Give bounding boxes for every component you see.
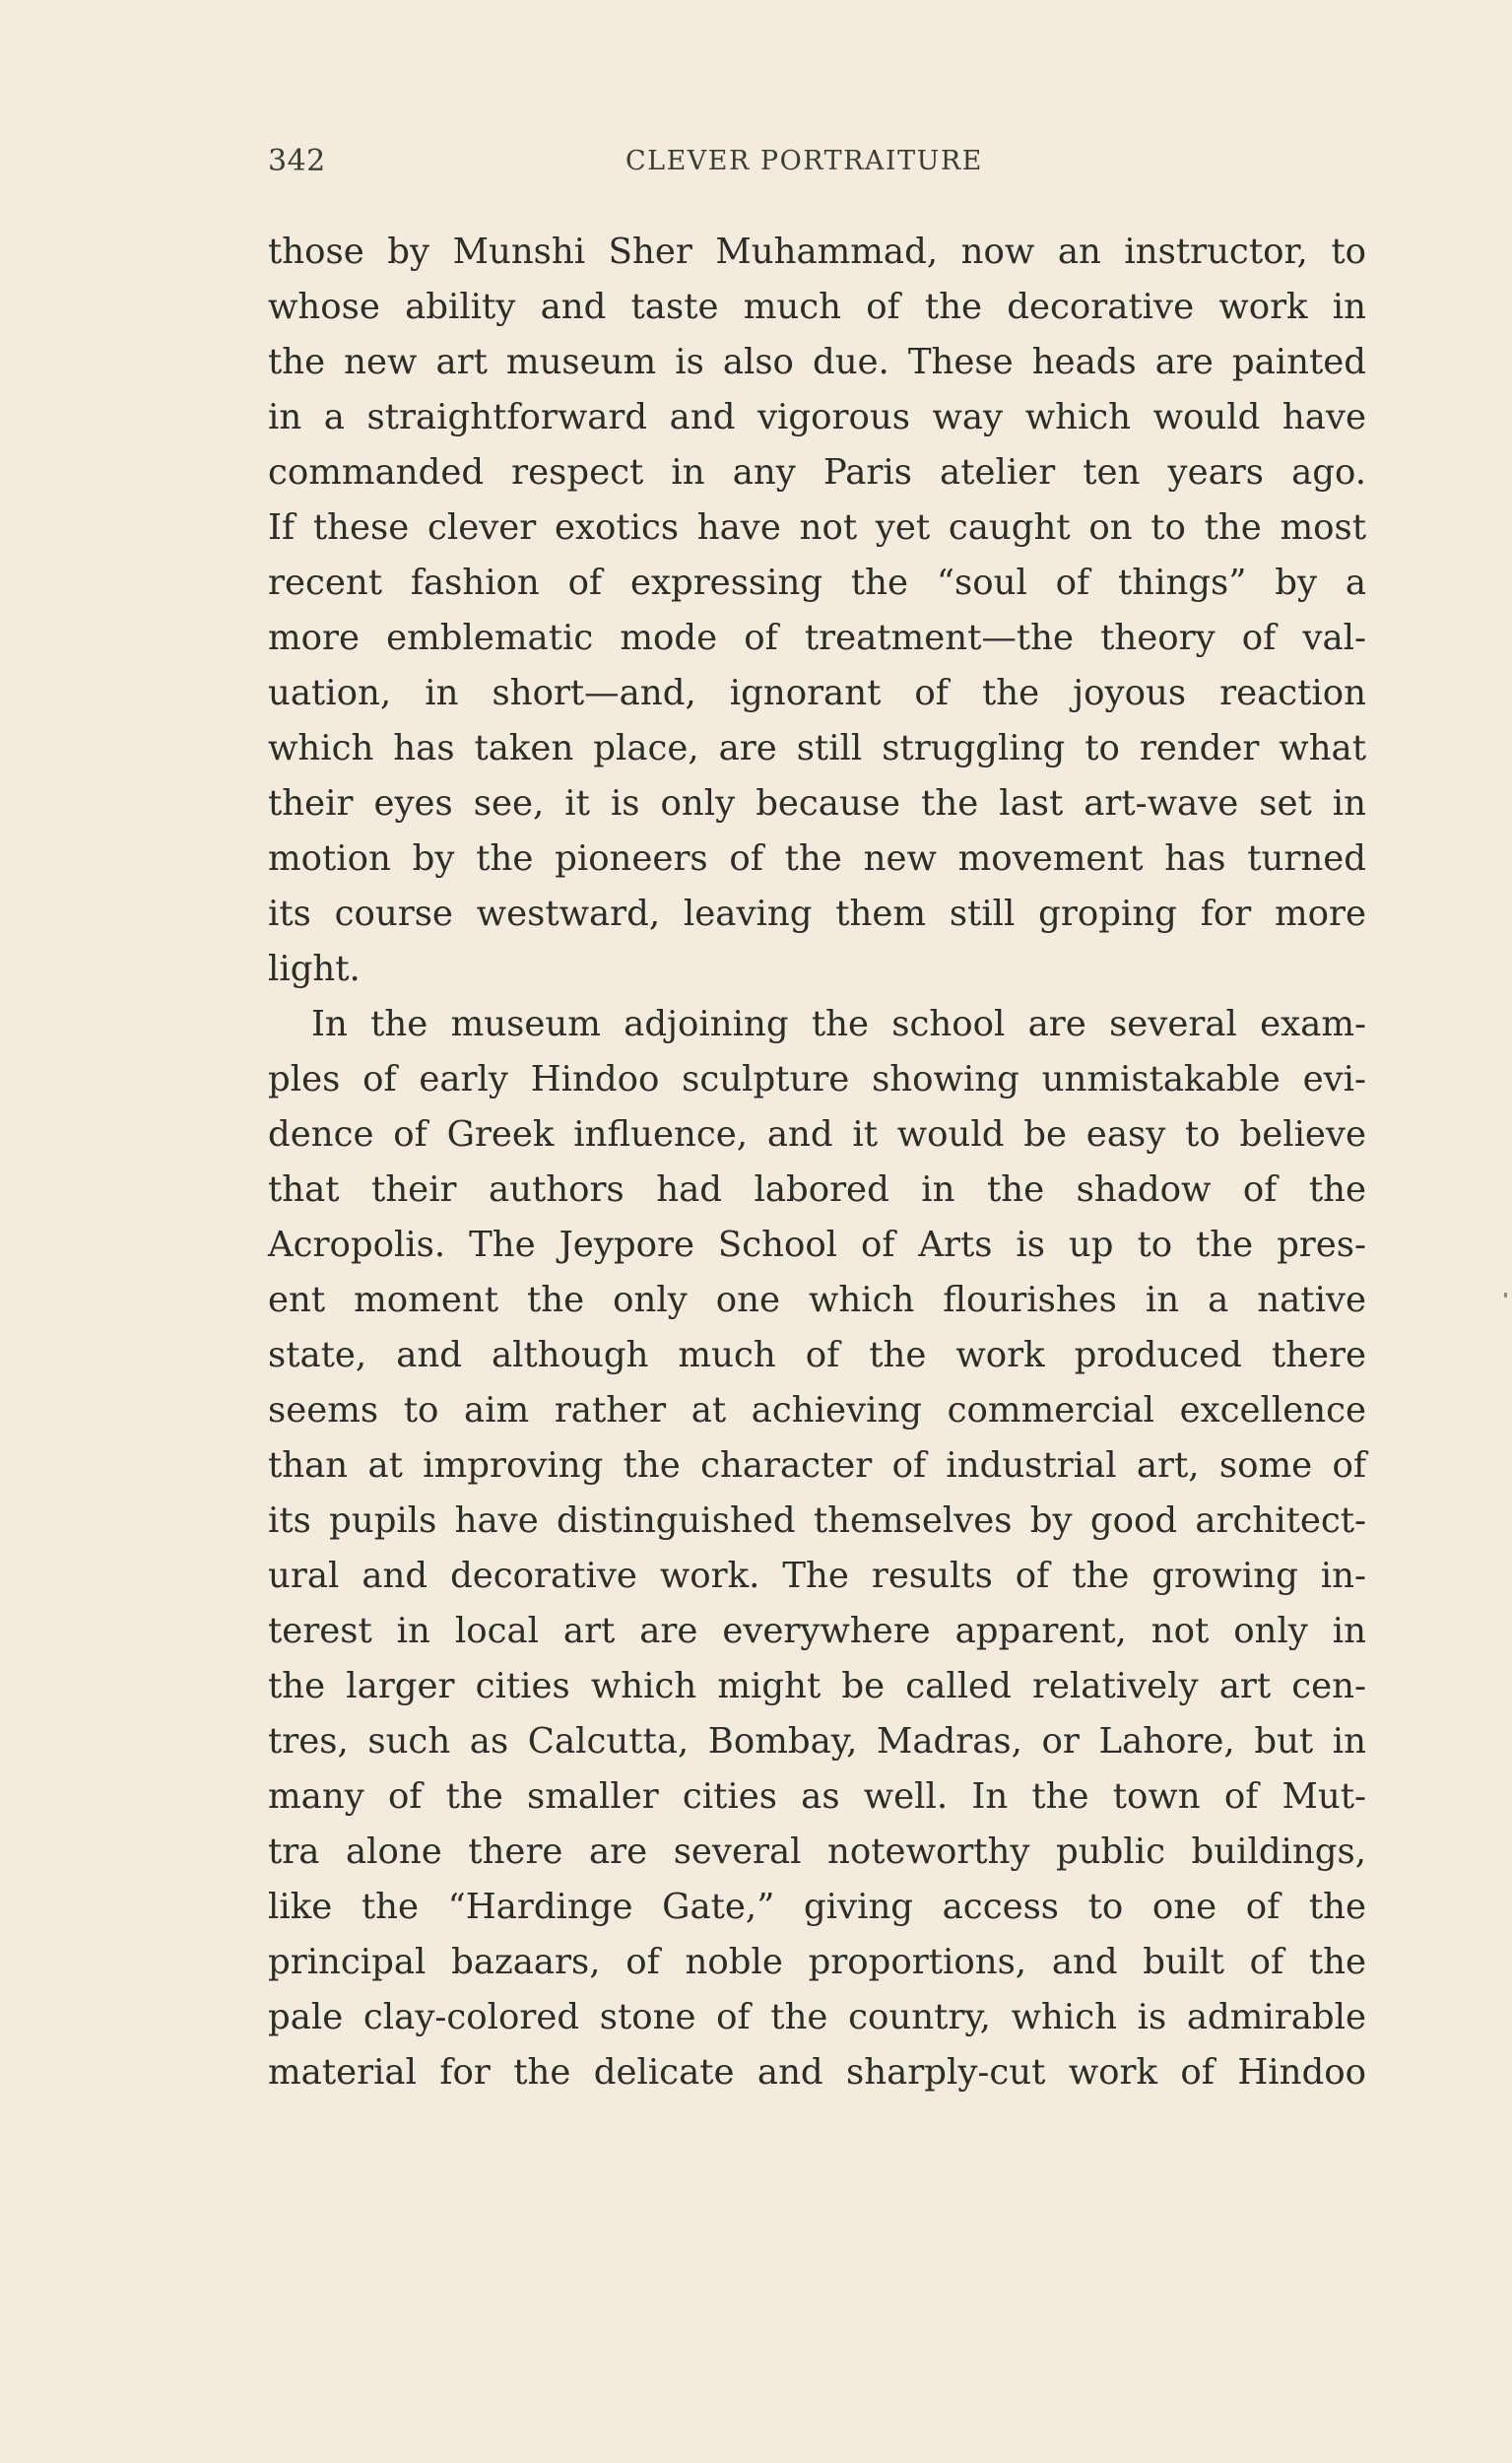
text-line: than at improving the character of industrial art, some of [268,1445,1366,1486]
text-line: commanded respect in any Paris atelier ten years ago. [268,452,1366,493]
text-line: many of the smaller cities as well. In the town of Mut- [268,1776,1366,1817]
text-line: recent fashion of expressing the “soul of things” by a [268,563,1366,603]
text-line: that their authors had labored in the shadow of the [268,1169,1366,1210]
text-line: the larger cities which might be called relatively art cen- [268,1666,1366,1706]
text-line: whose ability and taste much of the decorative work in [268,287,1366,327]
text-line: principal bazaars, of noble proportions, and built of the [268,1942,1366,1982]
text-line: which has taken place, are still struggling to render what [268,728,1366,768]
text-line: light. [268,949,361,989]
text-line: tres, such as Calcutta, Bombay, Madras, or Lahore, but in [268,1721,1366,1762]
paragraph-1 [268,225,1366,997]
text-line: like the “Hardinge Gate,” giving access to one of the [268,1887,1366,1927]
text-line: those by Munshi Sher Muhammad, now an instructor, to [268,232,1366,272]
text-line: material for the delicate and sharply-cut work of Hindoo [268,2052,1366,2093]
page-number: 342 [268,144,326,178]
text-line: ural and decorative work. The results of the growing in- [268,1556,1366,1596]
body-text [268,225,1366,2100]
text-line: In the museum adjoining the school are several exam- [311,1004,1366,1044]
text-line: uation, in short—and, ignorant of the joyous reaction [268,673,1366,713]
running-title: CLEVER PORTRAITURE [625,146,983,176]
text-line: its course westward, leaving them still groping for more [268,894,1366,934]
text-line: in a straightforward and vigorous way which would have [268,397,1366,437]
text-line: ent moment the only one which flourishes in a native [268,1280,1366,1320]
paragraph-2 [268,997,1366,2100]
paper-speck [1504,1293,1507,1298]
text-line: ples of early Hindoo sculpture showing unmistakable evi- [268,1059,1366,1099]
text-line: If these clever exotics have not yet caught on to the most [268,507,1366,548]
text-line: its pupils have distinguished themselves by good architect- [268,1500,1366,1541]
text-line: terest in local art are everywhere apparent, not only in [268,1611,1366,1651]
text-line: dence of Greek influence, and it would be easy to believe [268,1114,1366,1155]
running-head [268,140,1366,183]
text-line: motion by the pioneers of the new movement has turned [268,838,1366,879]
text-line: Acropolis. The Jeypore School of Arts is up to the pres- [268,1225,1366,1265]
text-line: more emblematic mode of treatment—the theory of val- [268,618,1366,658]
text-line: state, and although much of the work produced there [268,1335,1366,1375]
text-line: seems to aim rather at achieving commercial excellence [268,1390,1366,1431]
text-line: the new art museum is also due. These heads are painted [268,342,1366,382]
text-line: pale clay-colored stone of the country, which is admirable [268,1997,1366,2037]
text-line: tra alone there are several noteworthy public buildings, [268,1831,1366,1872]
text-line: their eyes see, it is only because the last art-wave set in [268,783,1366,824]
